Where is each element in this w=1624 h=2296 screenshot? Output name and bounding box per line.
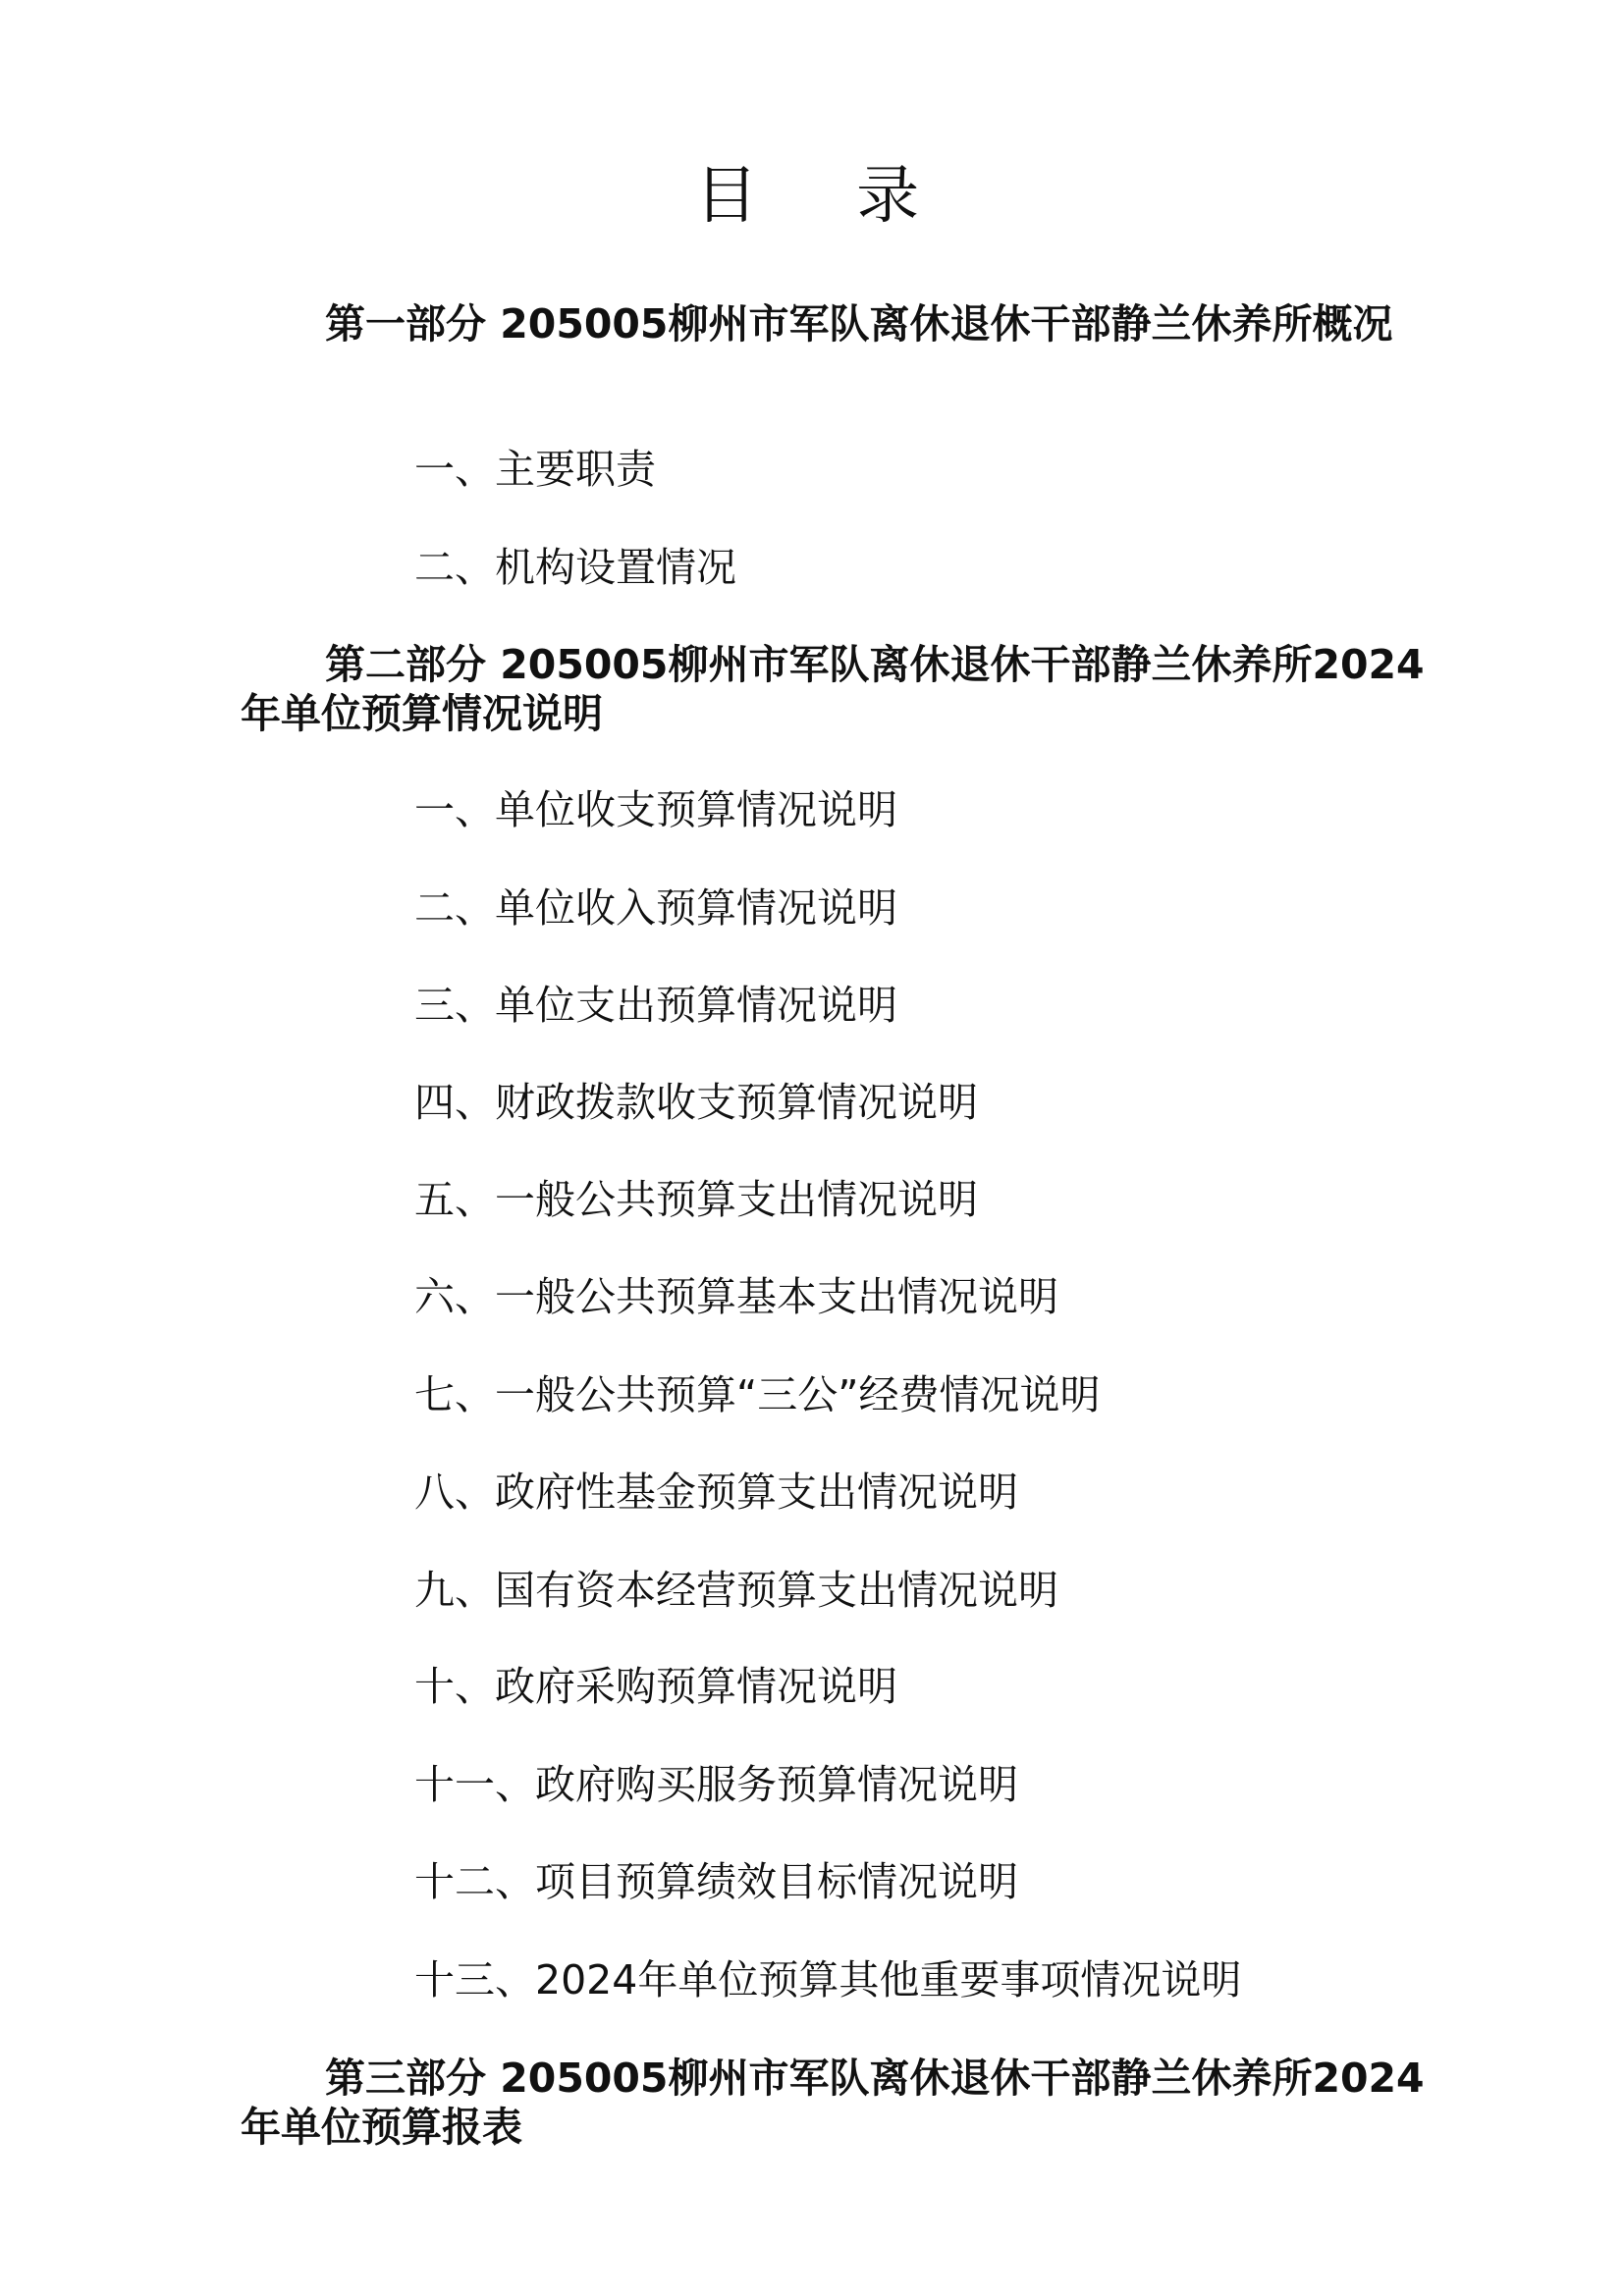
toc-part-3-heading[interactable]: 第三部分 205005柳州市军队离休退休干部静兰休养所2024年单位预算报表 (241, 2055, 1425, 2151)
toc-entry[interactable]: 四、财政拨款收支预算情况说明 (414, 1079, 978, 1126)
toc-entry[interactable]: 三、单位支出预算情况说明 (414, 982, 897, 1029)
toc-entry[interactable]: 七、一般公共预算“三公”经费情况说明 (414, 1371, 1101, 1418)
toc-part-1-heading[interactable]: 第一部分 205005柳州市军队离休退休干部静兰休养所概况 (325, 300, 1393, 347)
toc-entry[interactable]: 十三、2024年单位预算其他重要事项情况说明 (414, 1956, 1242, 2003)
toc-entry[interactable]: 十二、项目预算绩效目标情况说明 (414, 1858, 1018, 1905)
toc-title: 目 录 (694, 160, 959, 233)
toc-entry[interactable]: 八、政府性基金预算支出情况说明 (414, 1468, 1018, 1516)
toc-entry[interactable]: 五、一般公共预算支出情况说明 (414, 1176, 978, 1223)
toc-entry[interactable]: 二、机构设置情况 (414, 544, 736, 591)
toc-entry[interactable]: 六、一般公共预算基本支出情况说明 (414, 1273, 1058, 1320)
toc-entry[interactable]: 九、国有资本经营预算支出情况说明 (414, 1567, 1058, 1614)
toc-entry[interactable]: 十、政府采购预算情况说明 (414, 1663, 897, 1710)
toc-entry[interactable]: 二、单位收入预算情况说明 (414, 884, 897, 932)
toc-entry[interactable]: 十一、政府购买服务预算情况说明 (414, 1761, 1018, 1808)
toc-entry[interactable]: 一、主要职责 (414, 446, 656, 493)
toc-part-2-heading[interactable]: 第二部分 205005柳州市军队离休退休干部静兰休养所2024年单位预算情况说明 (241, 641, 1425, 737)
toc-entry[interactable]: 一、单位收支预算情况说明 (414, 786, 897, 833)
